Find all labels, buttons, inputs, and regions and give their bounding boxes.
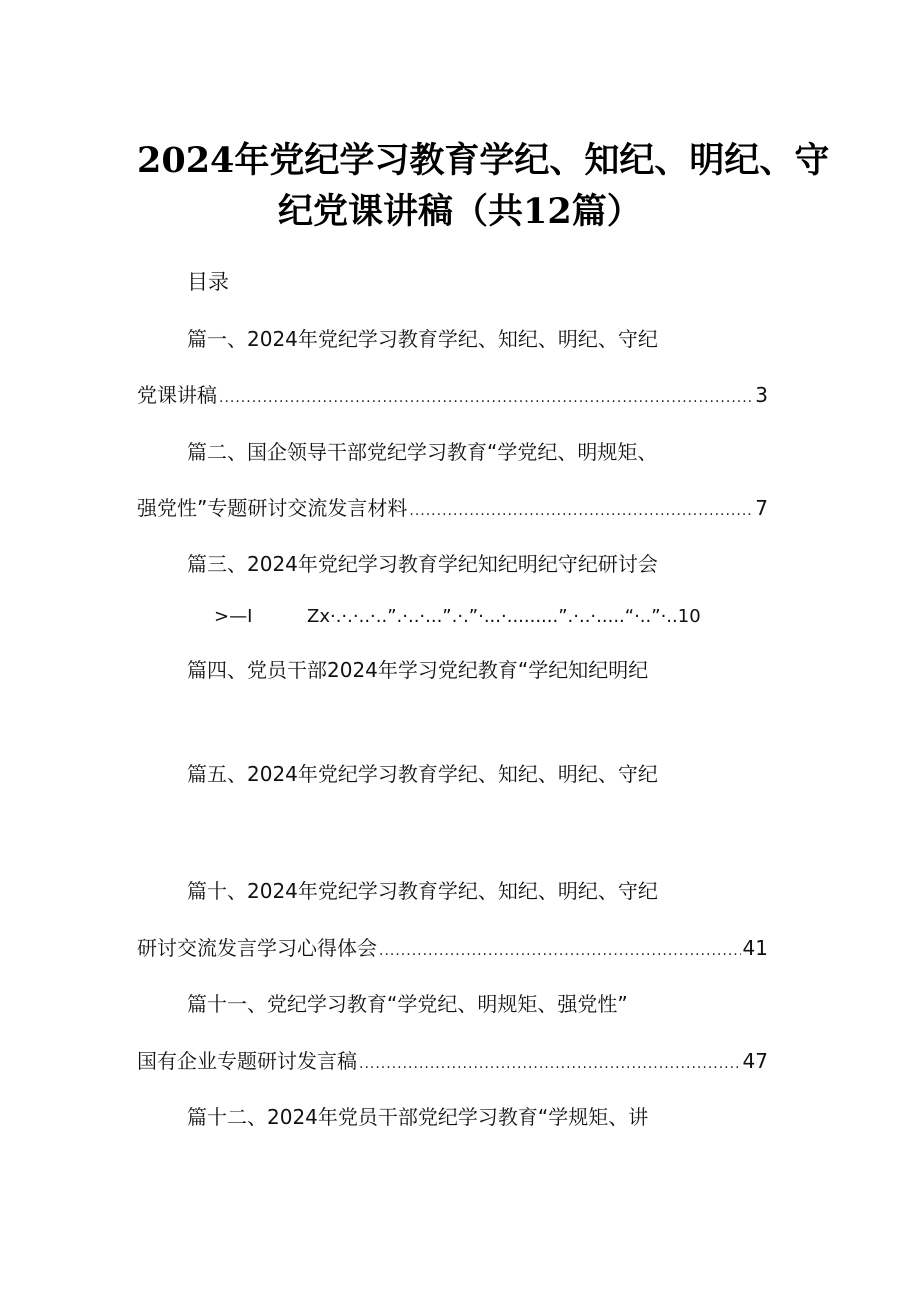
toc-entry-2-title: 篇二、国企领导干部党纪学习教育“学党纪、明规矩、 <box>187 440 658 464</box>
toc-entry-11-title: 篇十一、党纪学习教育“学党纪、明规矩、强党性” <box>187 992 628 1016</box>
toc-entry-1-page: 3 <box>755 383 768 407</box>
toc-entry-12-title: 篇十二、2024年党员干部党纪学习教育“学规矩、讲 <box>187 1105 649 1129</box>
toc-heading: 目录 <box>187 270 229 294</box>
toc-entry-11-row <box>137 1048 768 1077</box>
dot-leader <box>379 938 741 964</box>
toc-entry-1-title: 篇一、2024年党纪学习教育学纪、知纪、明纪、守纪 <box>187 327 658 351</box>
dot-leader <box>409 498 753 524</box>
toc-entry-3-garble-left: >—I <box>214 606 253 627</box>
dot-leader <box>219 385 753 411</box>
toc-entry-10-subtitle: 研讨交流发言学习心得体会 <box>137 936 377 960</box>
toc-entry-2-page: 7 <box>755 496 768 520</box>
toc-entry-10-title: 篇十、2024年党纪学习教育学纪、知纪、明纪、守纪 <box>187 879 658 903</box>
toc-entry-10-page: 41 <box>742 936 768 960</box>
toc-entry-11-subtitle: 国有企业专题研讨发言稿 <box>137 1049 357 1073</box>
toc-entry-1-row <box>137 382 768 411</box>
dot-leader <box>359 1051 741 1077</box>
toc-entry-3-garble-right <box>307 604 701 630</box>
toc-entry-10-row <box>137 935 768 964</box>
toc-entry-2-subtitle: 强党性”专题研讨交流发言材料 <box>137 496 408 520</box>
toc-entry-5-title: 篇五、2024年党纪学习教育学纪、知纪、明纪、守纪 <box>187 762 658 786</box>
toc-entry-1-subtitle: 党课讲稿 <box>137 383 217 407</box>
toc-entry-3-page: 10 <box>677 606 701 627</box>
toc-entry-11-page: 47 <box>742 1049 768 1073</box>
toc-entry-4-title: 篇四、党员干部2024年学习党纪教育“学纪知纪明纪 <box>187 658 649 682</box>
document-title-line-1: 2024年党纪学习教育学纪、知纪、明纪、守 <box>137 140 830 181</box>
document-title-line-2: 纪党课讲稿（共12篇） <box>278 191 642 232</box>
toc-entry-3-garble-text: Zx·.·.·..·..”.·..·...”.·.”·...·.........”.·..·.....“·..”·.. <box>307 606 678 627</box>
toc-entry-3-title: 篇三、2024年党纪学习教育学纪知纪明纪守纪研讨会 <box>187 552 658 576</box>
toc-entry-2-row <box>137 495 768 524</box>
